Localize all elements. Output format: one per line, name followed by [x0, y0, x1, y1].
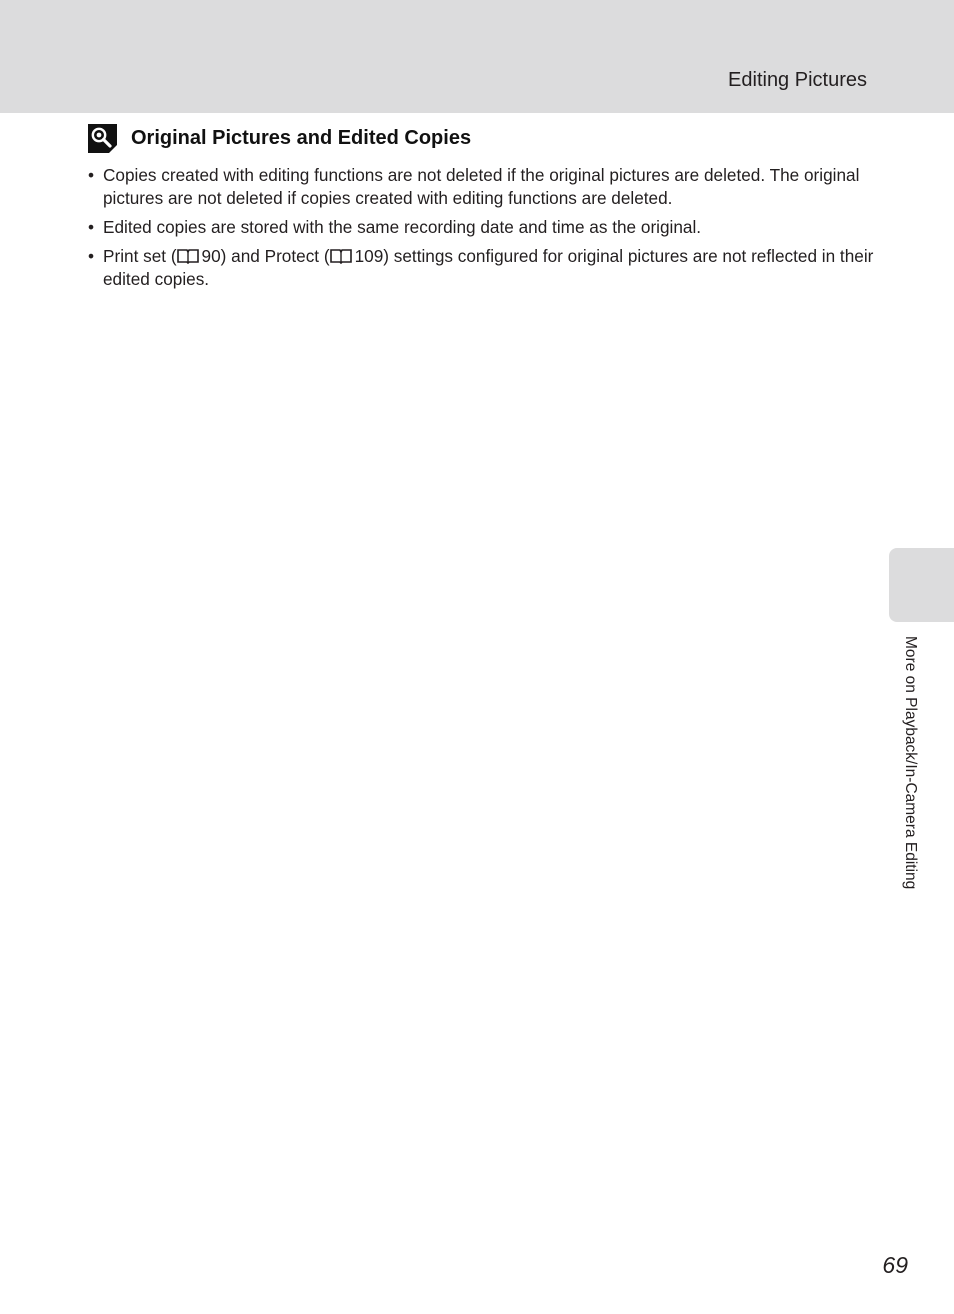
bullet-text-part: ) and Protect ( — [220, 246, 330, 266]
side-tab-label: More on Playback/In-Camera Editing — [902, 636, 919, 890]
list-item — [88, 216, 878, 239]
bullet-text: Edited copies are stored with the same recording date and time as the original. — [103, 217, 702, 237]
page-reference-protect[interactable]: 109 — [354, 246, 384, 266]
list-item — [88, 164, 878, 210]
bullet-marker: • — [88, 165, 95, 185]
section-title-row — [88, 120, 878, 156]
bullet-text: Copies created with editing functions are not deleted if the original pictures are deleted. The original pictures are not deleted if copies created with editing functions are deleted. — [103, 165, 860, 208]
book-reference-icon — [330, 248, 352, 264]
header-band — [0, 0, 954, 113]
running-head: Editing Pictures — [728, 69, 867, 91]
page-number: 69 — [882, 1252, 908, 1278]
list-item — [88, 245, 878, 291]
note-section — [88, 120, 878, 297]
side-tab[interactable] — [889, 548, 954, 622]
bullet-text-part: Print set ( — [103, 246, 177, 266]
bullet-marker: • — [88, 246, 95, 266]
page-reference-print-set[interactable]: 90 — [201, 246, 221, 266]
bullet-list — [88, 164, 878, 291]
section-title: Original Pictures and Edited Copies — [131, 127, 472, 149]
bullet-marker: • — [88, 217, 95, 237]
book-reference-icon — [177, 248, 199, 264]
bullet-text-part: ) settings configured for original pictures are not reflected in their edited copies. — [103, 246, 874, 289]
note-magnifier-icon — [88, 124, 117, 153]
